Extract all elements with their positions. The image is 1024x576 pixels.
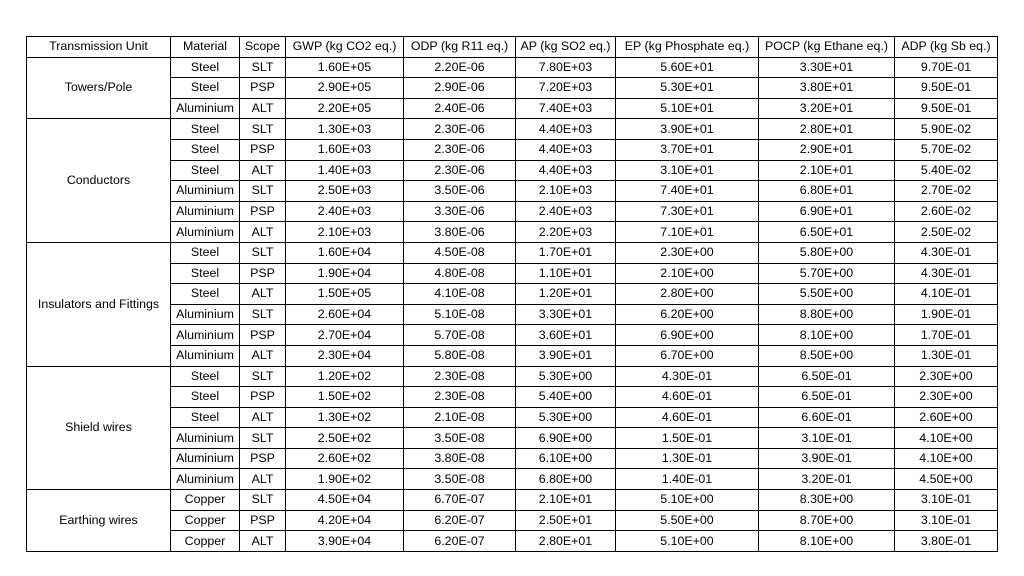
adp-cell: 5.40E-02 xyxy=(895,160,998,181)
odp-cell: 6.20E-07 xyxy=(404,510,516,531)
adp-cell: 5.90E-02 xyxy=(895,119,998,140)
adp-cell: 1.30E-01 xyxy=(895,345,998,366)
pocp-cell: 6.60E-01 xyxy=(759,407,895,428)
ep-cell: 3.10E+01 xyxy=(616,160,759,181)
table-row xyxy=(27,263,998,284)
material-cell: Aluminium xyxy=(171,181,240,202)
adp-cell: 4.10E-01 xyxy=(895,284,998,305)
table-row xyxy=(27,119,998,140)
adp-cell: 2.60E+00 xyxy=(895,407,998,428)
ap-cell: 1.70E+01 xyxy=(516,242,616,263)
material-cell: Steel xyxy=(171,57,240,78)
adp-cell: 3.80E-01 xyxy=(895,531,998,552)
gwp-cell: 2.10E+03 xyxy=(286,222,404,243)
pocp-cell: 8.80E+00 xyxy=(759,304,895,325)
scope-cell: PSP xyxy=(240,325,286,346)
ep-cell: 7.30E+01 xyxy=(616,201,759,222)
pocp-cell: 6.90E+01 xyxy=(759,201,895,222)
scope-cell: PSP xyxy=(240,139,286,160)
transmission-unit-cell: Towers/Pole xyxy=(27,57,171,119)
transmission-unit-cell: Conductors xyxy=(27,119,171,243)
scope-cell: SLT xyxy=(240,304,286,325)
table-row xyxy=(27,160,998,181)
odp-cell: 2.90E-06 xyxy=(404,78,516,99)
table-row xyxy=(27,325,998,346)
pocp-cell: 5.70E+00 xyxy=(759,263,895,284)
ap-cell: 5.30E+00 xyxy=(516,366,616,387)
header-adp: ADP (kg Sb eq.) xyxy=(895,37,998,58)
ep-cell: 7.10E+01 xyxy=(616,222,759,243)
table-row xyxy=(27,139,998,160)
scope-cell: ALT xyxy=(240,98,286,119)
table-row xyxy=(27,366,998,387)
pocp-cell: 6.80E+01 xyxy=(759,181,895,202)
material-cell: Steel xyxy=(171,284,240,305)
material-cell: Steel xyxy=(171,242,240,263)
ap-cell: 6.80E+00 xyxy=(516,469,616,490)
gwp-cell: 1.20E+02 xyxy=(286,366,404,387)
scope-cell: PSP xyxy=(240,387,286,408)
pocp-cell: 8.10E+00 xyxy=(759,531,895,552)
adp-cell: 4.30E-01 xyxy=(895,242,998,263)
odp-cell: 2.30E-08 xyxy=(404,387,516,408)
adp-cell: 2.30E+00 xyxy=(895,366,998,387)
gwp-cell: 2.60E+04 xyxy=(286,304,404,325)
gwp-cell: 2.70E+04 xyxy=(286,325,404,346)
ap-cell: 5.30E+00 xyxy=(516,407,616,428)
gwp-cell: 1.50E+02 xyxy=(286,387,404,408)
scope-cell: ALT xyxy=(240,160,286,181)
ep-cell: 1.50E-01 xyxy=(616,428,759,449)
ep-cell: 4.30E-01 xyxy=(616,366,759,387)
ap-cell: 4.40E+03 xyxy=(516,139,616,160)
gwp-cell: 1.40E+03 xyxy=(286,160,404,181)
odp-cell: 3.50E-06 xyxy=(404,181,516,202)
scope-cell: PSP xyxy=(240,510,286,531)
ep-cell: 5.50E+00 xyxy=(616,510,759,531)
adp-cell: 1.70E-01 xyxy=(895,325,998,346)
ap-cell: 6.10E+00 xyxy=(516,448,616,469)
pocp-cell: 2.90E+01 xyxy=(759,139,895,160)
gwp-cell: 2.40E+03 xyxy=(286,201,404,222)
pocp-cell: 8.50E+00 xyxy=(759,345,895,366)
table-row xyxy=(27,304,998,325)
odp-cell: 2.30E-06 xyxy=(404,119,516,140)
pocp-cell: 2.80E+01 xyxy=(759,119,895,140)
scope-cell: SLT xyxy=(240,119,286,140)
material-cell: Steel xyxy=(171,139,240,160)
ep-cell: 4.60E-01 xyxy=(616,407,759,428)
ap-cell: 2.20E+03 xyxy=(516,222,616,243)
odp-cell: 3.80E-06 xyxy=(404,222,516,243)
ap-cell: 6.90E+00 xyxy=(516,428,616,449)
ep-cell: 2.80E+00 xyxy=(616,284,759,305)
gwp-cell: 4.50E+04 xyxy=(286,490,404,511)
table-row xyxy=(27,345,998,366)
material-cell: Steel xyxy=(171,160,240,181)
transmission-unit-cell: Insulators and Fittings xyxy=(27,242,171,366)
table-row xyxy=(27,490,998,511)
material-cell: Steel xyxy=(171,119,240,140)
table-row xyxy=(27,428,998,449)
pocp-cell: 8.70E+00 xyxy=(759,510,895,531)
header-row xyxy=(27,37,998,58)
scope-cell: SLT xyxy=(240,428,286,449)
material-cell: Aluminium xyxy=(171,201,240,222)
header-pocp: POCP (kg Ethane eq.) xyxy=(759,37,895,58)
ep-cell: 2.10E+00 xyxy=(616,263,759,284)
ap-cell: 3.60E+01 xyxy=(516,325,616,346)
ap-cell: 7.20E+03 xyxy=(516,78,616,99)
ep-cell: 6.20E+00 xyxy=(616,304,759,325)
lca-results-table xyxy=(26,36,998,552)
ap-cell: 2.40E+03 xyxy=(516,201,616,222)
ap-cell: 4.40E+03 xyxy=(516,160,616,181)
ap-cell: 5.40E+00 xyxy=(516,387,616,408)
gwp-cell: 1.50E+05 xyxy=(286,284,404,305)
adp-cell: 3.10E-01 xyxy=(895,490,998,511)
scope-cell: SLT xyxy=(240,366,286,387)
table-row xyxy=(27,510,998,531)
scope-cell: ALT xyxy=(240,284,286,305)
table-row xyxy=(27,98,998,119)
ep-cell: 3.70E+01 xyxy=(616,139,759,160)
adp-cell: 4.10E+00 xyxy=(895,428,998,449)
ep-cell: 5.10E+00 xyxy=(616,490,759,511)
adp-cell: 9.70E-01 xyxy=(895,57,998,78)
table-row xyxy=(27,284,998,305)
material-cell: Copper xyxy=(171,510,240,531)
adp-cell: 2.50E-02 xyxy=(895,222,998,243)
material-cell: Copper xyxy=(171,531,240,552)
pocp-cell: 3.90E-01 xyxy=(759,448,895,469)
scope-cell: SLT xyxy=(240,57,286,78)
table-row xyxy=(27,469,998,490)
pocp-cell: 8.10E+00 xyxy=(759,325,895,346)
ep-cell: 2.30E+00 xyxy=(616,242,759,263)
scope-cell: SLT xyxy=(240,181,286,202)
odp-cell: 5.10E-08 xyxy=(404,304,516,325)
gwp-cell: 1.90E+02 xyxy=(286,469,404,490)
scope-cell: PSP xyxy=(240,201,286,222)
header-material: Material xyxy=(171,37,240,58)
adp-cell: 2.60E-02 xyxy=(895,201,998,222)
ep-cell: 5.30E+01 xyxy=(616,78,759,99)
ap-cell: 2.10E+03 xyxy=(516,181,616,202)
gwp-cell: 4.20E+04 xyxy=(286,510,404,531)
odp-cell: 2.10E-08 xyxy=(404,407,516,428)
adp-cell: 5.70E-02 xyxy=(895,139,998,160)
pocp-cell: 3.10E-01 xyxy=(759,428,895,449)
pocp-cell: 3.20E-01 xyxy=(759,469,895,490)
pocp-cell: 8.30E+00 xyxy=(759,490,895,511)
table-row xyxy=(27,181,998,202)
transmission-unit-cell: Shield wires xyxy=(27,366,171,490)
adp-cell: 1.90E-01 xyxy=(895,304,998,325)
gwp-cell: 1.60E+03 xyxy=(286,139,404,160)
ap-cell: 2.10E+01 xyxy=(516,490,616,511)
gwp-cell: 1.60E+05 xyxy=(286,57,404,78)
material-cell: Aluminium xyxy=(171,428,240,449)
gwp-cell: 2.30E+04 xyxy=(286,345,404,366)
gwp-cell: 3.90E+04 xyxy=(286,531,404,552)
odp-cell: 3.80E-08 xyxy=(404,448,516,469)
pocp-cell: 3.80E+01 xyxy=(759,78,895,99)
table-row xyxy=(27,387,998,408)
adp-cell: 4.10E+00 xyxy=(895,448,998,469)
material-cell: Copper xyxy=(171,490,240,511)
transmission-unit-cell: Earthing wires xyxy=(27,490,171,552)
ep-cell: 6.70E+00 xyxy=(616,345,759,366)
scope-cell: PSP xyxy=(240,263,286,284)
ep-cell: 3.90E+01 xyxy=(616,119,759,140)
scope-cell: ALT xyxy=(240,469,286,490)
material-cell: Aluminium xyxy=(171,222,240,243)
header-transmission-unit: Transmission Unit xyxy=(27,37,171,58)
material-cell: Aluminium xyxy=(171,345,240,366)
ap-cell: 1.20E+01 xyxy=(516,284,616,305)
pocp-cell: 3.20E+01 xyxy=(759,98,895,119)
gwp-cell: 2.50E+02 xyxy=(286,428,404,449)
gwp-cell: 2.50E+03 xyxy=(286,181,404,202)
pocp-cell: 2.10E+01 xyxy=(759,160,895,181)
adp-cell: 9.50E-01 xyxy=(895,98,998,119)
pocp-cell: 5.80E+00 xyxy=(759,242,895,263)
ep-cell: 6.90E+00 xyxy=(616,325,759,346)
ep-cell: 1.40E-01 xyxy=(616,469,759,490)
gwp-cell: 2.90E+05 xyxy=(286,78,404,99)
scope-cell: PSP xyxy=(240,78,286,99)
table-row xyxy=(27,242,998,263)
table-row xyxy=(27,222,998,243)
odp-cell: 3.30E-06 xyxy=(404,201,516,222)
adp-cell: 9.50E-01 xyxy=(895,78,998,99)
scope-cell: ALT xyxy=(240,222,286,243)
ap-cell: 3.30E+01 xyxy=(516,304,616,325)
material-cell: Aluminium xyxy=(171,98,240,119)
table-row xyxy=(27,78,998,99)
odp-cell: 4.50E-08 xyxy=(404,242,516,263)
ap-cell: 4.40E+03 xyxy=(516,119,616,140)
pocp-cell: 6.50E-01 xyxy=(759,387,895,408)
table-row xyxy=(27,57,998,78)
odp-cell: 2.40E-06 xyxy=(404,98,516,119)
odp-cell: 2.30E-08 xyxy=(404,366,516,387)
ap-cell: 7.80E+03 xyxy=(516,57,616,78)
material-cell: Aluminium xyxy=(171,448,240,469)
odp-cell: 2.20E-06 xyxy=(404,57,516,78)
table-row xyxy=(27,448,998,469)
ap-cell: 2.50E+01 xyxy=(516,510,616,531)
material-cell: Steel xyxy=(171,387,240,408)
ap-cell: 3.90E+01 xyxy=(516,345,616,366)
material-cell: Steel xyxy=(171,407,240,428)
ap-cell: 1.10E+01 xyxy=(516,263,616,284)
ep-cell: 5.60E+01 xyxy=(616,57,759,78)
odp-cell: 5.70E-08 xyxy=(404,325,516,346)
pocp-cell: 5.50E+00 xyxy=(759,284,895,305)
scope-cell: PSP xyxy=(240,448,286,469)
scope-cell: SLT xyxy=(240,242,286,263)
adp-cell: 4.50E+00 xyxy=(895,469,998,490)
ap-cell: 7.40E+03 xyxy=(516,98,616,119)
odp-cell: 4.10E-08 xyxy=(404,284,516,305)
pocp-cell: 3.30E+01 xyxy=(759,57,895,78)
header-ap: AP (kg SO2 eq.) xyxy=(516,37,616,58)
pocp-cell: 6.50E-01 xyxy=(759,366,895,387)
ep-cell: 1.30E-01 xyxy=(616,448,759,469)
material-cell: Steel xyxy=(171,263,240,284)
pocp-cell: 6.50E+01 xyxy=(759,222,895,243)
gwp-cell: 2.20E+05 xyxy=(286,98,404,119)
odp-cell: 6.70E-07 xyxy=(404,490,516,511)
material-cell: Aluminium xyxy=(171,304,240,325)
table-row xyxy=(27,201,998,222)
scope-cell: ALT xyxy=(240,345,286,366)
gwp-cell: 1.30E+03 xyxy=(286,119,404,140)
table-row xyxy=(27,407,998,428)
material-cell: Steel xyxy=(171,78,240,99)
gwp-cell: 1.60E+04 xyxy=(286,242,404,263)
odp-cell: 5.80E-08 xyxy=(404,345,516,366)
adp-cell: 2.70E-02 xyxy=(895,181,998,202)
odp-cell: 3.50E-08 xyxy=(404,469,516,490)
ap-cell: 2.80E+01 xyxy=(516,531,616,552)
gwp-cell: 1.90E+04 xyxy=(286,263,404,284)
material-cell: Aluminium xyxy=(171,469,240,490)
header-gwp: GWP (kg CO2 eq.) xyxy=(286,37,404,58)
material-cell: Aluminium xyxy=(171,325,240,346)
odp-cell: 2.30E-06 xyxy=(404,139,516,160)
header-odp: ODP (kg R11 eq.) xyxy=(404,37,516,58)
scope-cell: ALT xyxy=(240,531,286,552)
table-row xyxy=(27,531,998,552)
ep-cell: 4.60E-01 xyxy=(616,387,759,408)
adp-cell: 2.30E+00 xyxy=(895,387,998,408)
material-cell: Steel xyxy=(171,366,240,387)
ep-cell: 7.40E+01 xyxy=(616,181,759,202)
header-ep: EP (kg Phosphate eq.) xyxy=(616,37,759,58)
odp-cell: 2.30E-06 xyxy=(404,160,516,181)
header-scope: Scope xyxy=(240,37,286,58)
gwp-cell: 1.30E+02 xyxy=(286,407,404,428)
adp-cell: 4.30E-01 xyxy=(895,263,998,284)
ep-cell: 5.10E+00 xyxy=(616,531,759,552)
scope-cell: SLT xyxy=(240,490,286,511)
odp-cell: 6.20E-07 xyxy=(404,531,516,552)
adp-cell: 3.10E-01 xyxy=(895,510,998,531)
ep-cell: 5.10E+01 xyxy=(616,98,759,119)
odp-cell: 3.50E-08 xyxy=(404,428,516,449)
scope-cell: ALT xyxy=(240,407,286,428)
table-body xyxy=(27,57,998,551)
odp-cell: 4.80E-08 xyxy=(404,263,516,284)
gwp-cell: 2.60E+02 xyxy=(286,448,404,469)
